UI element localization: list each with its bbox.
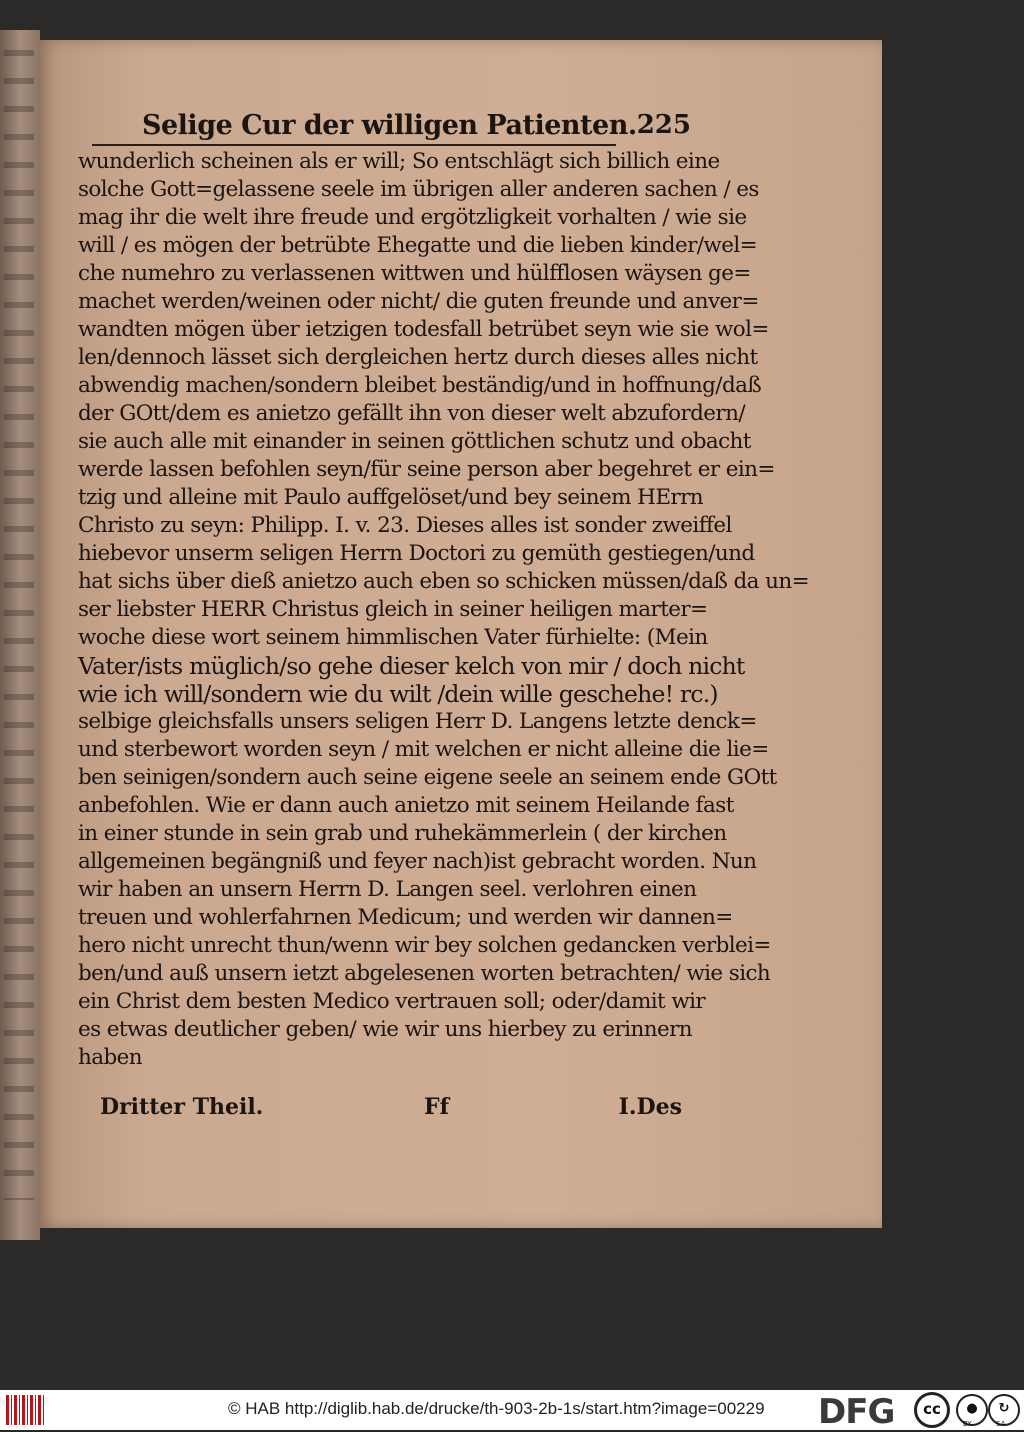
- text-line: abwendig machen/sondern bleibet beständig/und in hoffnung/daß: [78, 373, 762, 398]
- text-line: will / es mögen der betrübte Ehegatte und die lieben kinder/wel=: [78, 233, 758, 258]
- text-line: treuen und wohlerfahrnen Medicum; und werden wir dannen=: [78, 905, 733, 930]
- text-line: wandten mögen über ietzigen todesfall betrübet seyn wie sie wol=: [78, 317, 769, 342]
- cc-sa-label: SA: [996, 1420, 1006, 1428]
- text-line: und sterbewort worden seyn / mit welchen er nicht alleine die lie=: [78, 737, 769, 762]
- text-line: haben: [78, 1045, 142, 1070]
- text-line: hero nicht unrecht thun/wenn wir bey solchen gedancken verblei=: [78, 933, 771, 958]
- running-title: Selige Cur der willigen Patienten.: [142, 110, 637, 141]
- hab-barcode-icon: [6, 1395, 44, 1425]
- text-line: tzig und alleine mit Paulo auffgelöset/und bey seinem HErrn: [78, 485, 704, 510]
- body-text: [78, 148, 809, 1072]
- text-line: wir haben an unsern Herrn D. Langen seel. verlohren einen: [78, 877, 697, 902]
- text-line: mag ihr die welt ihre freude und ergötzligkeit vorhalten / wie sie: [78, 205, 747, 230]
- text-line: wie ich will/sondern wie du wilt /dein wille geschehe! rc.): [78, 680, 718, 708]
- text-line: werde lassen befohlen seyn/für seine person aber begehret er ein=: [78, 457, 775, 482]
- text-line: solche Gott=gelassene seele im übrigen aller anderen sachen / es: [78, 177, 759, 202]
- text-line: ein Christ dem besten Medico vertrauen soll; oder/damit wir: [78, 989, 706, 1014]
- facing-page-edge: [0, 30, 40, 1240]
- text-line: machet werden/weinen oder nicht/ die guten freunde und anver=: [78, 289, 759, 314]
- text-line: ser liebster HERR Christus gleich in seiner heiligen marter=: [78, 597, 708, 622]
- catchword: I.Des: [618, 1094, 682, 1120]
- page-text-block: [78, 104, 809, 1134]
- text-line: hiebevor unserm seligen Herrn Doctori zu gemüth gestiegen/und: [78, 541, 755, 566]
- text-line: selbige gleichsfalls unsers seligen Herr D. Langens letzte denck=: [78, 709, 757, 734]
- text-line: sie auch alle mit einander in seinen göttlichen schutz und obacht: [78, 429, 751, 454]
- text-line: ben seinigen/sondern auch seine eigene seele an seinem ende GOtt: [78, 765, 777, 790]
- head-rule: [92, 144, 616, 146]
- cc-by-icon: ●: [956, 1394, 988, 1426]
- text-line: es etwas deutlicher geben/ wie wir uns hierbey zu erinnern: [78, 1017, 693, 1042]
- text-line: wunderlich scheinen als er will; So entschlägt sich billich eine: [78, 149, 720, 174]
- text-line: ben/und auß unsern ietzt abgelesenen worten betrachten/ wie sich: [78, 961, 771, 986]
- text-line: che numehro zu verlassenen wittwen und hülfflosen wäysen ge=: [78, 261, 751, 286]
- text-line: Christo zu seyn: Philipp. I. v. 23. Dieses alles ist sonder zweiffel: [78, 513, 732, 538]
- text-line: Vater/ists müglich/so gehe dieser kelch von mir / doch nicht: [78, 652, 745, 680]
- dfg-logo: DFG: [818, 1392, 895, 1432]
- text-line: der GOtt/dem es anietzo gefällt ihn von dieser welt abzufordern/: [78, 401, 745, 426]
- text-line: hat sichs über dieß anietzo auch eben so schicken müssen/daß da un=: [78, 569, 809, 594]
- running-head: [78, 104, 691, 148]
- facing-page-text: [4, 50, 34, 1200]
- signature-mark: Ff: [424, 1094, 450, 1120]
- cc-by-label: BY: [963, 1420, 972, 1428]
- cc-license-icon[interactable]: cc: [914, 1392, 950, 1428]
- source-link[interactable]: © HAB http://diglib.hab.de/drucke/th-903-2b-1s/start.htm?image=00229: [228, 1399, 765, 1418]
- page-footer: [78, 1084, 686, 1134]
- footer-left: Dritter Theil.: [100, 1094, 264, 1120]
- text-line: len/dennoch lässet sich dergleichen hertz durch dieses alles nicht: [78, 345, 758, 370]
- text-line: woche diese wort seinem himmlischen Vater fürhielte: (Mein: [78, 625, 708, 650]
- text-line: in einer stunde in sein grab und ruhekämmerlein ( der kirchen: [78, 821, 727, 846]
- cc-sa-icon: ↻: [988, 1394, 1020, 1426]
- page-number: 225: [636, 110, 691, 140]
- footer-bar: [0, 1390, 1024, 1430]
- text-line: allgemeinen begängniß und feyer nach)ist gebracht worden. Nun: [78, 849, 757, 874]
- text-line: anbefohlen. Wie er dann auch anietzo mit seinem Heilande fast: [78, 793, 734, 818]
